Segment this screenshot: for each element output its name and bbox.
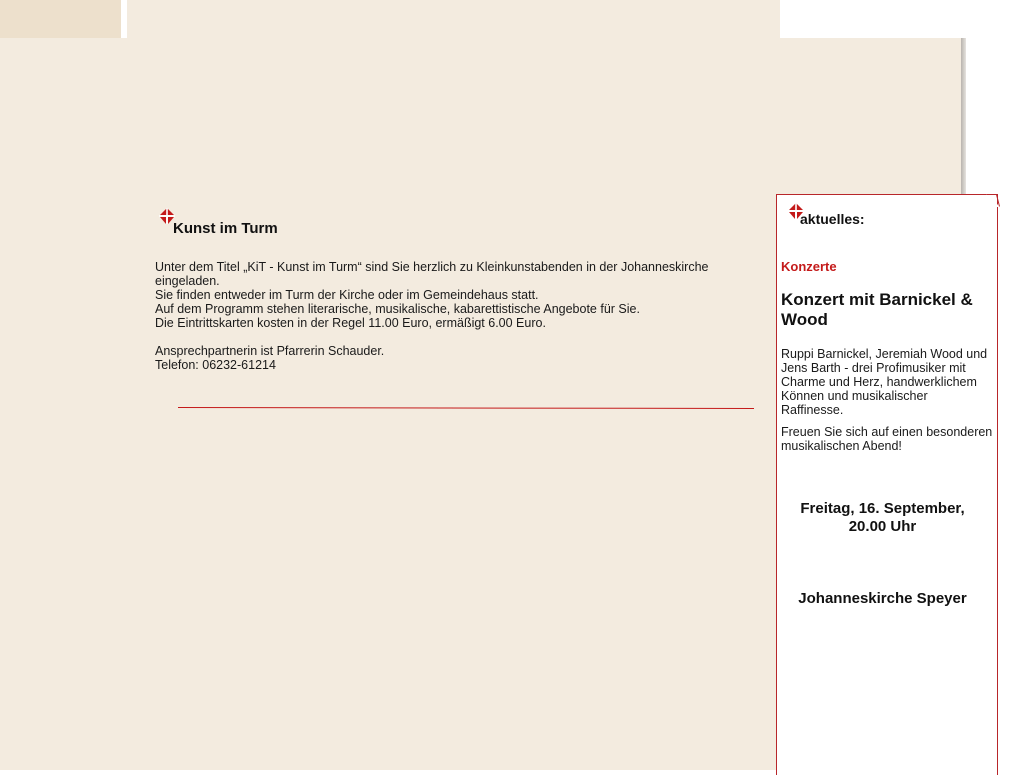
article-line: Auf dem Programm stehen literarische, musikalische, kabarettistische Angebote für Sie.: [155, 302, 640, 316]
event-invitation: Freuen Sie sich auf einen besonderen musikalischen Abend!: [781, 425, 993, 453]
article-line: Die Eintrittskarten kosten in der Regel 11.00 Euro, ermäßigt 6.00 Euro.: [155, 316, 546, 330]
event-venue: Johanneskirche Speyer: [798, 590, 967, 607]
header-left-block: [0, 0, 121, 38]
sidebar-news-box: [776, 194, 998, 775]
event-description: Ruppi Barnickel, Jeremiah Wood und Jens Barth - drei Profimusiker mit Charme und Herz, handwerklichem Können und musikalischer Raffinesse.: [781, 347, 988, 417]
article-line: Sie finden entweder im Turm der Kirche oder im Gemeindehaus statt.: [155, 288, 539, 302]
sidebar-heading: aktuelles:: [800, 211, 865, 227]
event-date: Freitag, 16. September, 20.00 Uhr: [800, 500, 965, 535]
event-category-link[interactable]: Konzerte: [781, 259, 837, 274]
article-body: [155, 260, 755, 372]
article-contact: Ansprechpartnerin ist Pfarrerin Schauder.: [155, 344, 385, 358]
article-line: Unter dem Titel „KiT - Kunst im Turm“ sind Sie herzlich zu Kleinkunstabenden in der Johanneskirche eingeladen.: [155, 260, 709, 288]
header-center-block: [127, 0, 780, 38]
event-title[interactable]: Konzert mit Barnickel & Wood: [781, 290, 973, 329]
sidebar-corner: [986, 193, 1000, 207]
article-phone: Telefon: 06232-61214: [155, 358, 276, 372]
article-title: Kunst im Turm: [173, 220, 278, 237]
